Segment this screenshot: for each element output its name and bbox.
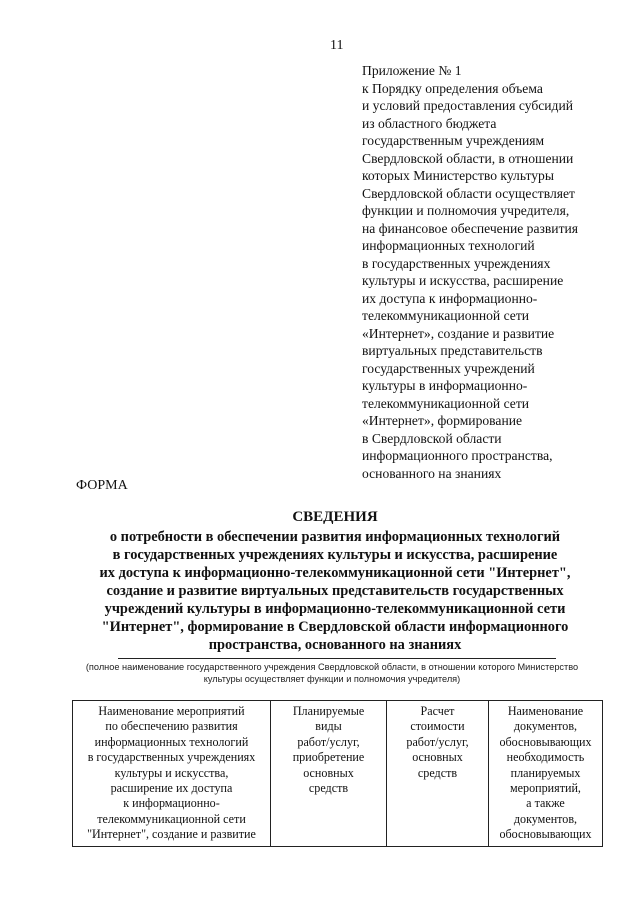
appendix-line: культуры в информационно- (362, 378, 528, 393)
appendix-line: государственным учреждениям (362, 133, 545, 148)
appendix-line: телекоммуникационной сети (362, 395, 530, 411)
column-header-line: Расчет (420, 704, 455, 718)
appendix-note (362, 62, 624, 482)
column-header-line: Планируемые (292, 704, 365, 718)
institution-name-line (118, 658, 556, 659)
appendix-line: культуры и искусства, расширение (362, 273, 564, 288)
column-header-line: культуры и искусства, (114, 765, 229, 780)
column-header-line: Наименование (507, 704, 584, 718)
appendix-line: «Интернет», формирование (362, 413, 523, 428)
column-header-line: необходимость (506, 750, 585, 765)
form-label: ФОРМА (76, 478, 128, 493)
appendix-line: к Порядку определения объема (362, 80, 543, 96)
column-header-line: документов, (513, 719, 578, 734)
appendix-line: телекоммуникационной сети (362, 308, 530, 323)
appendix-line: информационного пространства, (362, 448, 553, 463)
appendix-line: в Свердловской области (362, 430, 502, 446)
heading-line: создание и развитие виртуальных представительств государственных (106, 583, 564, 599)
caption-line: (полное наименование государственного учреждения Свердловской области, в отношении которого Министерство (85, 662, 579, 672)
needs-table (72, 700, 603, 847)
appendix-line: на финансовое обеспечение развития (362, 220, 579, 236)
column-header-line: обосновывающих (499, 827, 592, 842)
column-header-line: работ/услуг, (406, 734, 469, 749)
column-header-cost-calculation (387, 701, 489, 847)
column-header-line: Наименование мероприятий (98, 704, 245, 718)
column-header-line: в государственных учреждениях (87, 750, 256, 765)
appendix-line: Приложение № 1 (362, 63, 462, 78)
appendix-line: информационных технологий (362, 238, 535, 253)
column-header-line: основных (412, 750, 463, 765)
column-header-line: приобретение (292, 750, 365, 765)
appendix-line: виртуальных представительств (362, 343, 543, 358)
column-header-line: средств (417, 765, 458, 780)
column-header-justifying-documents (489, 701, 603, 847)
appendix-line: их доступа к информационно- (362, 290, 538, 306)
heading-line: их доступа к информационно-телекоммуникационной сети "Интернет", (99, 565, 571, 581)
appendix-line: и условий предоставления субсидий (362, 98, 574, 113)
page-number: 11 (330, 38, 344, 53)
heading-title: СВЕДЕНИЯ (292, 509, 378, 525)
column-header-line: планируемых (510, 765, 581, 780)
appendix-line: функции и полномочия учредителя, (362, 203, 570, 218)
institution-name-caption (62, 661, 602, 685)
column-header-line: стоимости (410, 719, 465, 734)
heading-line: пространства, основанного на знаниях (208, 637, 462, 653)
column-header-line: средств (308, 781, 349, 796)
heading-subtitle (70, 528, 600, 654)
column-header-line: к информационно- (123, 796, 220, 811)
document-heading (70, 508, 600, 654)
column-header-line: "Интернет", создание и развитие (87, 827, 256, 842)
appendix-line: из областного бюджета (362, 115, 497, 131)
appendix-line: государственных учреждений (362, 360, 535, 376)
column-header-line: информационных технологий (94, 734, 249, 749)
appendix-line: Свердловской области, в отношении (362, 150, 574, 166)
caption-line: культуры осуществляет функции и полномочия учредителя) (203, 674, 461, 684)
appendix-line: которых Министерство культуры (362, 168, 554, 183)
column-header-line: телекоммуникационной сети (97, 811, 246, 826)
table-header-row (73, 701, 603, 847)
column-header-line: виды (315, 719, 342, 734)
heading-line: в государственных учреждениях культуры и искусства, расширение (112, 547, 558, 563)
column-header-activities (73, 701, 271, 847)
column-header-line: по обеспечению развития (105, 719, 238, 734)
heading-line: о потребности в обеспечении развития информационных технологий (109, 529, 561, 545)
appendix-line: в государственных учреждениях (362, 255, 551, 271)
appendix-line: «Интернет», создание и развитие (362, 325, 555, 341)
column-header-line: работ/услуг, (297, 734, 360, 749)
column-header-planned-works (271, 701, 387, 847)
column-header-line: мероприятий, (510, 781, 581, 796)
heading-line: учреждений культуры в информационно-телекоммуникационной сети (104, 601, 566, 617)
column-header-line: расширение их доступа (110, 781, 233, 796)
heading-line: "Интернет", формирование в Свердловской области информационного (101, 619, 569, 635)
column-header-line: документов, (513, 811, 578, 826)
column-header-line: а также (526, 796, 565, 811)
appendix-line: основанного на знаниях (362, 465, 502, 481)
appendix-line: Свердловской области осуществляет (362, 185, 575, 201)
column-header-line: основных (303, 765, 354, 780)
column-header-line: обосновывающих (499, 734, 592, 749)
